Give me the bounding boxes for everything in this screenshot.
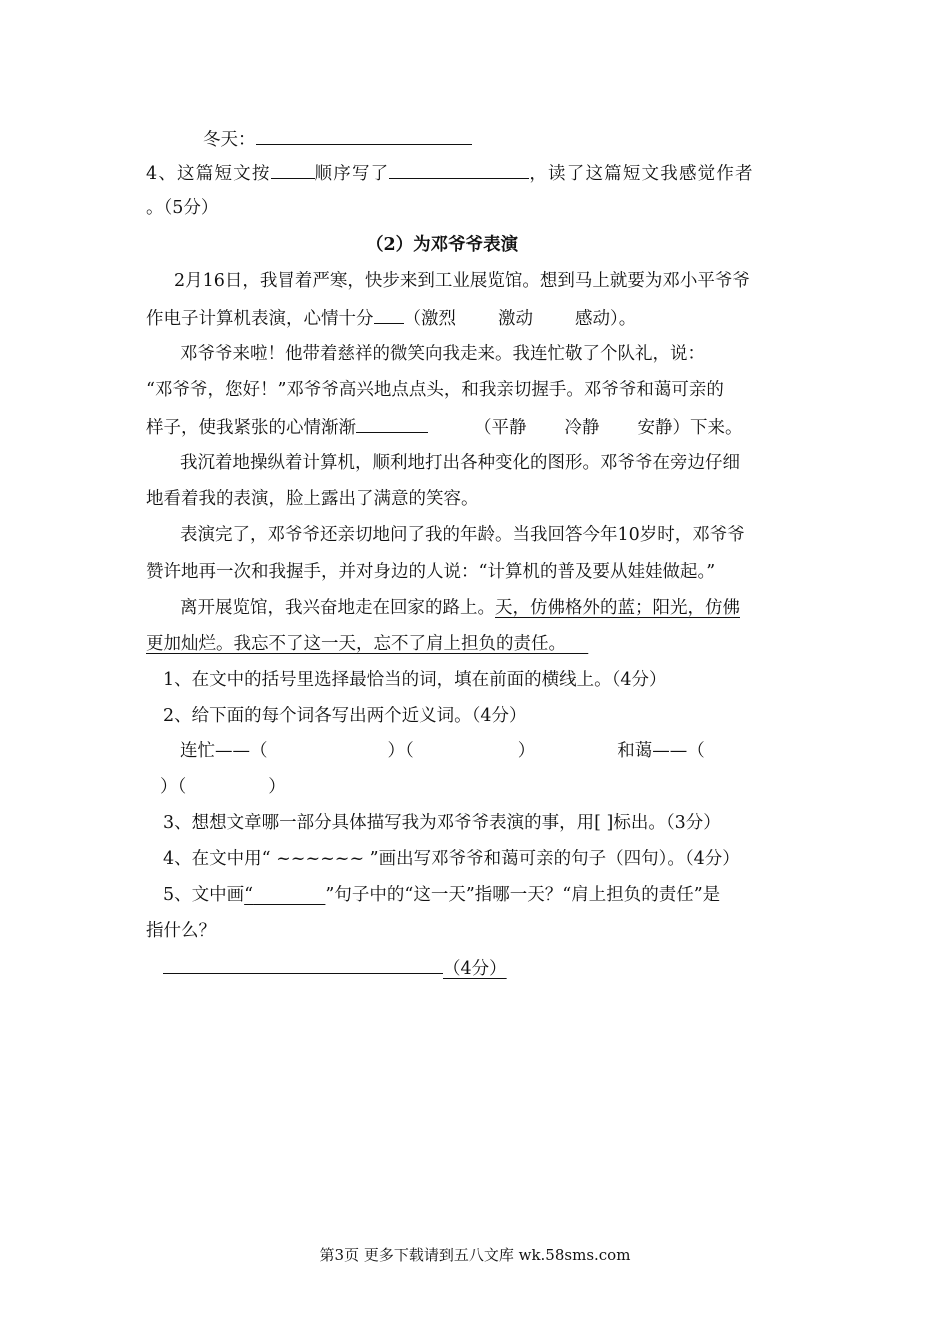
para3-line2: 地看着我的表演，脸上露出了满意的笑容。 [146, 489, 479, 509]
para4-line2: 赞许地再一次和我握手，并对身边的人说：“计算机的普及要从娃娃做起。” [146, 562, 716, 582]
para1-line2 [146, 305, 636, 331]
bracket: ）（ [387, 741, 414, 761]
word-choice: 感动）。 [575, 309, 637, 329]
question-5-answer-line [163, 955, 507, 981]
text: 作电子计算机表演，心情十分 [146, 309, 374, 329]
score: （4分） [443, 959, 507, 979]
answer-blank[interactable] [163, 955, 443, 974]
para2-line2: “邓爷爷，您好！”邓爷爷高兴地点点头，和我亲切握手。邓爷爷和蔼可亲的 [146, 380, 724, 400]
word-prompt: 连忙——（ [180, 741, 268, 761]
question-text: ，读了这篇短文我感觉作者 [529, 164, 754, 184]
winter-line [203, 126, 472, 152]
question-4: 4、在文中用“ ~~~~~~ ”画出写邓爷爷和蔼可亲的句子（四句）。（4分） [163, 849, 740, 869]
question-text: ”句子中的“这一天”指哪一天？“肩上担负的责任”是 [325, 885, 721, 905]
para2-line3 [146, 414, 743, 440]
para5-line1 [180, 596, 740, 620]
underlined-sentence: 天，仿佛格外的蓝；阳光，仿佛 [495, 598, 740, 618]
para4-line1: 表演完了，邓爷爷还亲切地问了我的年龄。当我回答今年10岁时，邓爷爷 [180, 525, 745, 545]
para2-line1: 邓爷爷来啦！他带着慈祥的微笑向我走来。我连忙敬了个队礼，说： [180, 344, 705, 364]
text: 离开展览馆，我兴奋地走在回家的路上。 [180, 598, 495, 618]
question-text: 顺序写了 [314, 164, 390, 184]
passage-title: （2）为邓爷爷表演 [366, 235, 519, 255]
word-choice: （激烈 [403, 309, 456, 329]
word-prompt: 和蔼——（ [617, 741, 705, 761]
para3-line1: 我沉着地操纵着计算机，顺利地打出各种变化的图形。邓爷爷在旁边仔细 [180, 453, 740, 473]
word-choice: 冷静 [564, 418, 600, 438]
question-number: 4、 [146, 164, 178, 184]
question-text: 这篇短文按 [177, 164, 271, 184]
question-4-cont: 。（5分） [146, 198, 219, 218]
question-5-cont: 指什么？ [146, 921, 216, 941]
question-4-line [146, 160, 754, 186]
bracket: ） [517, 741, 536, 761]
quote-mark: “ [244, 885, 254, 905]
question-3: 3、想想文章哪一部分具体描写我为邓爷爷表演的事，用[ ]标出。（3分） [163, 813, 721, 833]
answer-blank[interactable] [374, 305, 404, 324]
word-choice: 安静）下来。 [637, 418, 743, 438]
question-text: 5、文中画 [163, 885, 245, 905]
text: 样子，使我紧张的心情渐渐 [146, 418, 356, 438]
winter-label: 冬天： [203, 130, 256, 150]
answer-blank[interactable] [389, 160, 529, 179]
answer-blank[interactable] [256, 126, 472, 145]
question-1: 1、在文中的括号里选择最恰当的词，填在前面的横线上。（4分） [163, 670, 667, 690]
question-2-words-cont [160, 775, 286, 799]
bracket: ） [268, 777, 286, 797]
answer-blank[interactable] [271, 160, 315, 179]
question-5 [163, 883, 720, 907]
bracket: ）（ [160, 777, 187, 797]
answer-blank[interactable] [356, 414, 428, 433]
page-footer: 第3页 更多下载请到五八文库 wk.58sms.com [319, 1246, 631, 1264]
para5-line2 [146, 632, 588, 656]
underlined-sentence: 更加灿烂。我忘不了这一天，忘不了肩上担负的责任。 [146, 634, 566, 654]
para1-line1: 2月16日，我冒着严寒，快步来到工业展览馆。想到马上就要为邓小平爷爷 [174, 271, 750, 291]
question-2: 2、给下面的每个词各写出两个近义词。（4分） [163, 706, 527, 726]
question-2-words [180, 739, 705, 763]
word-choice: 激动 [498, 309, 533, 329]
word-choice: （平静 [474, 418, 527, 438]
